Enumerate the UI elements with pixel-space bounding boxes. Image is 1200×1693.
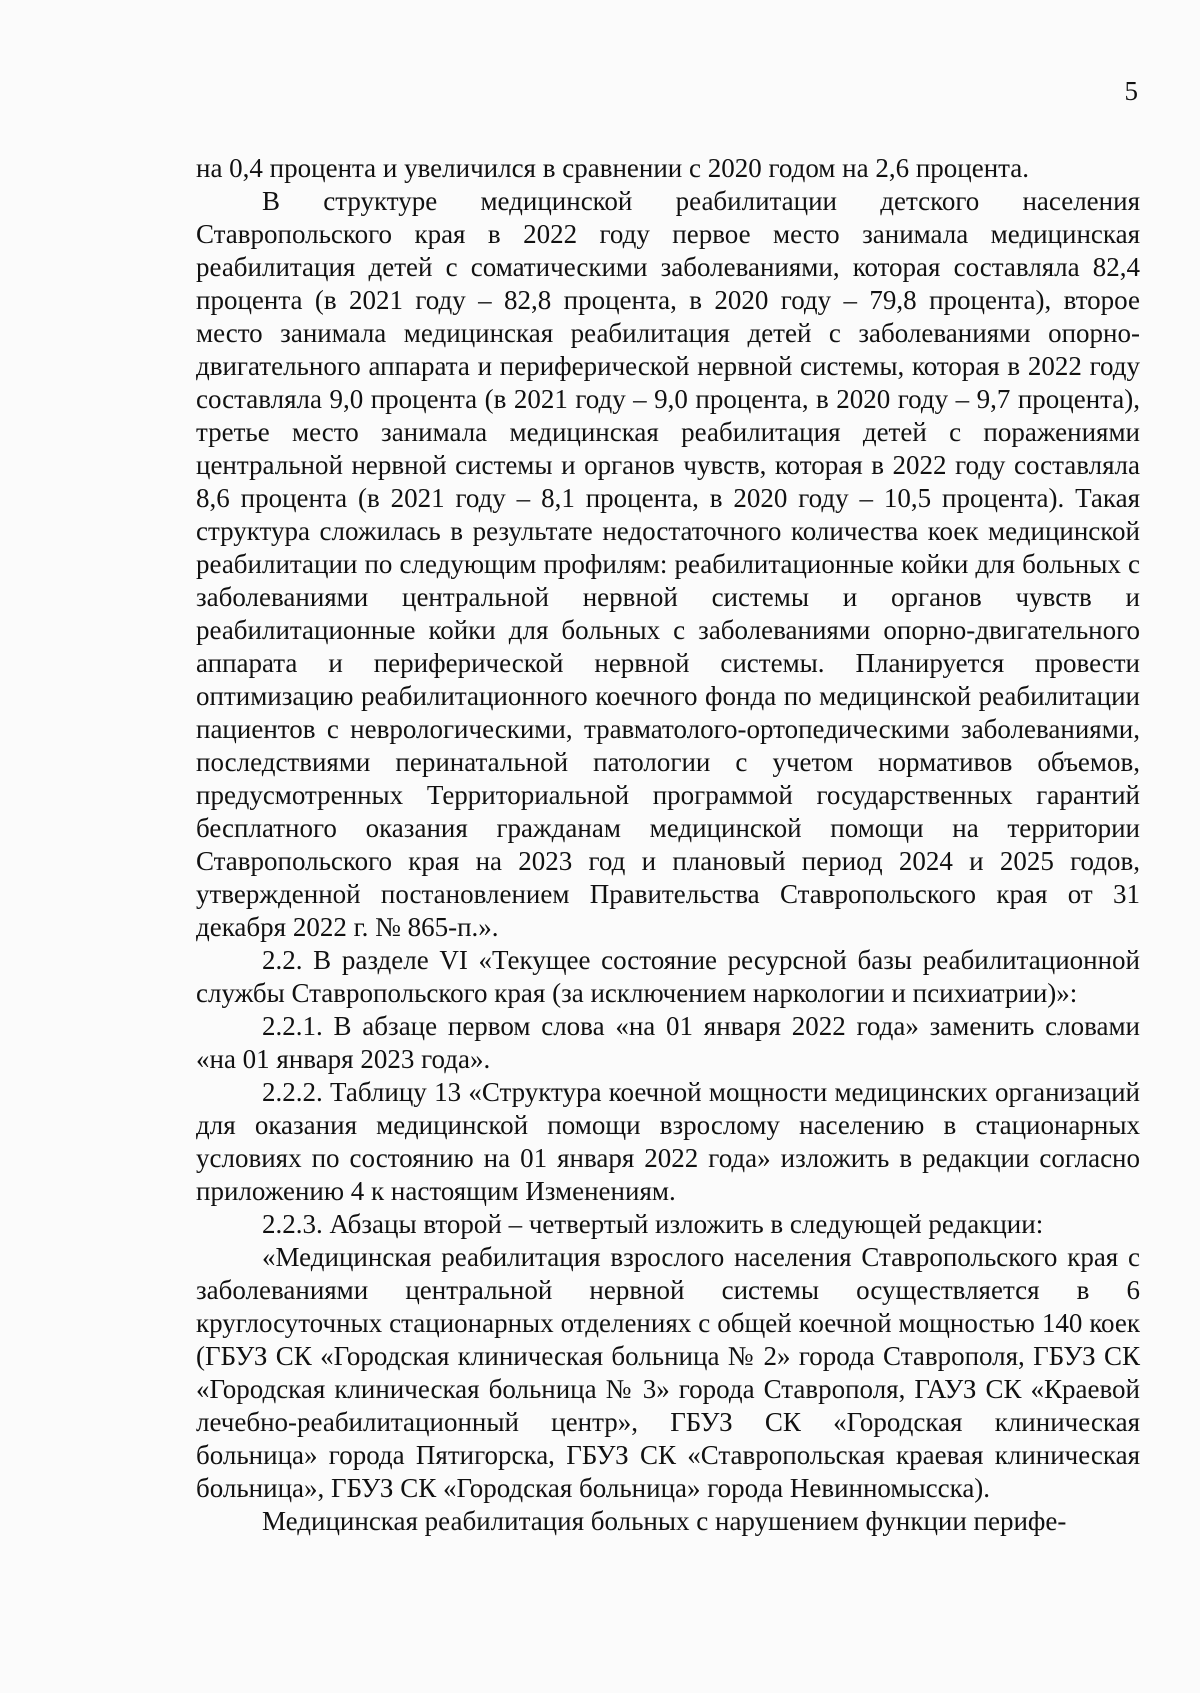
paragraph-peripheral-rehab-start: Медицинская реабилитация больных с нарушением функции перифе- (262, 1506, 1067, 1536)
document-body (196, 152, 1140, 1538)
paragraph-section-2-2-3: 2.2.3. Абзацы второй – четвертый изложить в следующей редакции: (262, 1209, 1044, 1239)
paragraph-adult-rehab-cns: «Медицинская реабилитация взрослого населения Ставропольского края с заболеваниями центральной нервной системы осуществляется в 6 круглосуточных стационарных отделениях с общей коечной мощностью 140 коек (ГБУЗ СК «Городская клиническая больница № 2» города Ставрополя, ГБУЗ СК «Городская клиническая больница № 3» города Ставрополя, ГАУЗ СК «Краевой лечебно-реабилитационный центр», ГБУЗ СК «Городская клиническая больница» города Пятигорска, ГБУЗ СК «Ставропольская краевая клиническая больница», ГБУЗ СК «Городская больница» города Невинномысска). (196, 1242, 1140, 1503)
paragraph-continuation: на 0,4 процента и увеличился в сравнении с 2020 годом на 2,6 процента. (196, 153, 1030, 183)
paragraph-section-2-2: 2.2. В разделе VI «Текущее состояние ресурсной базы реабилитационной службы Ставропольского края (за исключением наркологии и психиатрии)»: (196, 945, 1140, 1008)
paragraph-section-2-2-1: 2.2.1. В абзаце первом слова «на 01 января 2022 года» заменить словами «на 01 января 2023 года». (196, 1011, 1140, 1074)
paragraph-section-2-2-2: 2.2.2. Таблицу 13 «Структура коечной мощности медицинских организаций для оказания медицинской помощи взрослому населению в стационарных условиях по состоянию на 01 января 2022 года» изложить в редакции согласно приложению 4 к настоящим Изменениям. (196, 1077, 1140, 1206)
paragraph-children-rehab-structure: В структуре медицинской реабилитации детского населения Ставропольского края в 2022 году первое место занимала медицинская реабилитация детей с соматическими заболеваниями, которая составляла 82,4 процента (в 2021 году – 82,8 процента, в 2020 году – 79,8 процента), второе место занимала медицинская реабилитация детей с заболеваниями опорно-двигательного аппарата и периферической нервной системы, которая в 2022 году составляла 9,0 процента (в 2021 году – 9,0 процента, в 2020 году – 9,7 процента), третье место занимала медицинская реабилитация детей с поражениями центральной нервной системы и органов чувств, которая в 2022 году составляла 8,6 процента (в 2021 году – 8,1 процента, в 2020 году – 10,5 процента). Такая структура сложилась в результате недостаточного количества коек медицинской реабилитации по следующим профилям: реабилитационные койки для больных с заболеваниями центральной нервной системы и органов чувств и реабилитационные койки для больных с заболеваниями опорно-двигательного аппарата и периферической нервной системы. Планируется провести оптимизацию реабилитационного коечного фонда по медицинской реабилитации пациентов с неврологическими, травматолого-ортопедическими заболеваниями, последствиями перинатальной патологии с учетом нормативов объемов, предусмотренных Территориальной программой государственных гарантий бесплатного оказания гражданам медицинской помощи на территории Ставропольского края на 2023 год и плановый период 2024 и 2025 годов, утвержденной постановлением Правительства Ставропольского края от 31 декабря 2022 г. № 865-п.». (196, 186, 1140, 942)
page-number: 5 (1124, 76, 1138, 106)
